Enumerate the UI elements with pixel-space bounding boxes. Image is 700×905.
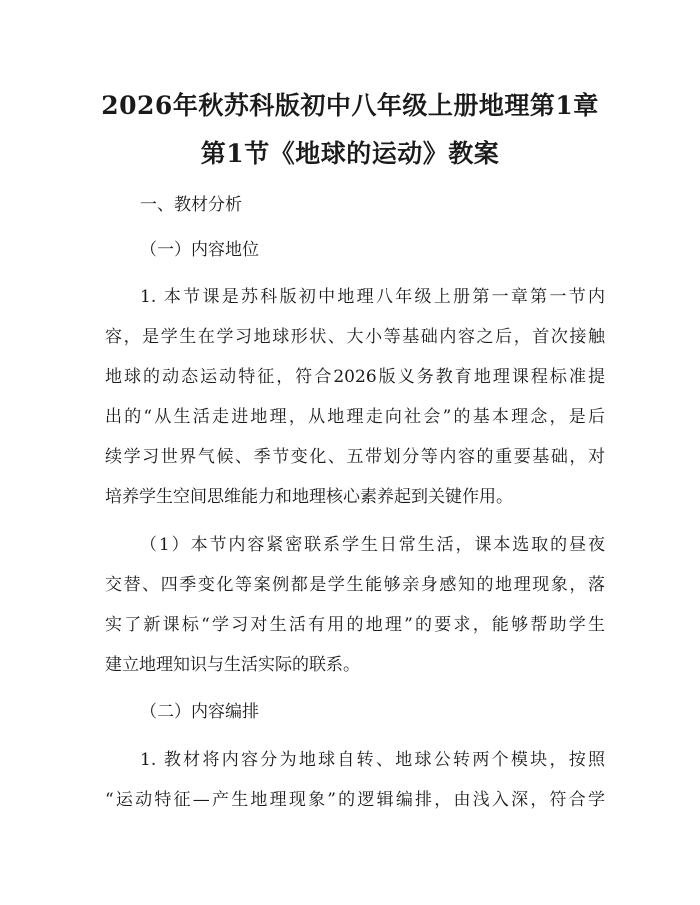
paragraph-1-line-5: 续学习世界气候、季节变化、五带划分等内容的重要基础，对 <box>105 447 605 467</box>
paragraph-1-line-3: 地球的动态运动特征，符合2026版义务教育地理课程标准提 <box>105 367 605 387</box>
subsection-heading-content-arrangement: （二）内容编排 <box>140 702 259 722</box>
paragraph-1-line-1: 1. 本节课是苏科版初中地理八年级上册第一章第一节内 <box>140 287 605 307</box>
paragraph-1-line-4: 出的“从生活走进地理，从地理走向社会”的基本理念，是后 <box>105 407 605 427</box>
section-heading-textbook-analysis: 一、教材分析 <box>140 195 242 215</box>
paragraph-2-line-3: 实了新课标“学习对生活有用的地理”的要求，能够帮助学生 <box>105 615 605 635</box>
paragraph-2-line-2: 交替、四季变化等案例都是学生能够亲身感知的地理现象，落 <box>105 575 605 595</box>
paragraph-3-line-1: 1. 教材将内容分为地球自转、地球公转两个模块，按照 <box>140 750 605 770</box>
paragraph-3-line-2: “运动特征—产生地理现象”的逻辑编排，由浅入深，符合学 <box>105 790 605 810</box>
paragraph-1-line-2: 容，是学生在学习地球形状、大小等基础内容之后，首次接触 <box>105 327 605 347</box>
paragraph-2-line-1: （1）本节内容紧密联系学生日常生活，课本选取的昼夜 <box>140 535 605 555</box>
document-title-line-1: 2026年秋苏科版初中八年级上册地理第1章 <box>101 91 599 120</box>
paragraph-1-line-6: 培养学生空间思维能力和地理核心素养起到关键作用。 <box>105 487 513 507</box>
document-title-line-2: 第1节《地球的运动》教案 <box>200 139 500 168</box>
subsection-heading-content-position: （一）内容地位 <box>140 240 259 260</box>
paragraph-2-line-4: 建立地理知识与生活实际的联系。 <box>105 655 360 675</box>
